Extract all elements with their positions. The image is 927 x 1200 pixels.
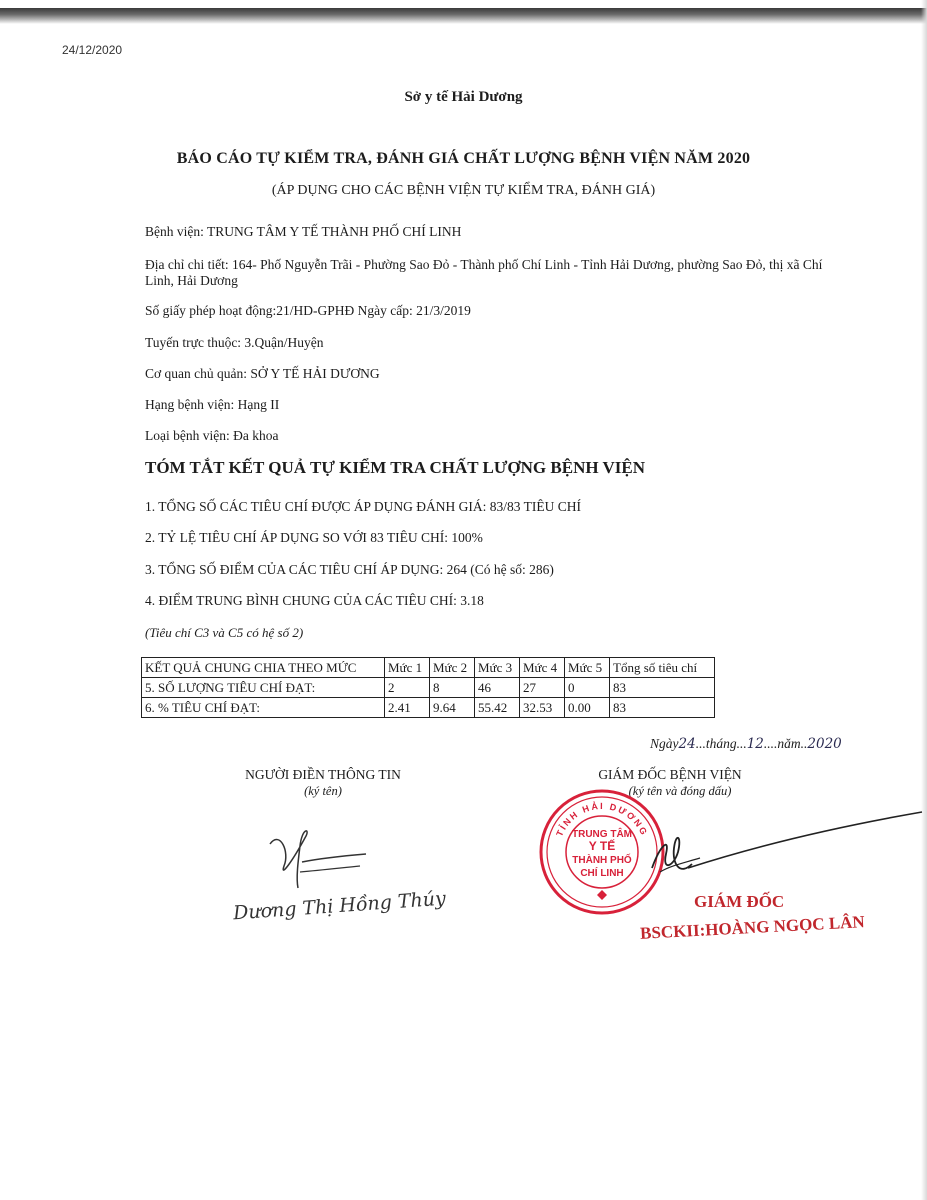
scan-right-edge — [921, 0, 927, 1200]
results-table — [141, 657, 715, 718]
filler-role-note: (ký tên) — [304, 784, 342, 798]
hospital-type: Loại bệnh viện: Đa khoa — [145, 428, 279, 443]
director-role: GIÁM ĐỐC BỆNH VIỆN — [598, 767, 742, 782]
table-header-cell: Tổng số tiêu chí — [610, 658, 715, 678]
table-row — [142, 698, 715, 718]
table-header-cell: Mức 2 — [430, 658, 475, 678]
table-cell: 2.41 — [385, 698, 430, 718]
print-date: 24/12/2020 — [62, 43, 123, 57]
date-month: 12 — [746, 736, 764, 752]
seal-line: Y TẾ — [588, 839, 616, 853]
table-header-row — [142, 658, 715, 678]
report-subtitle: (ÁP DỤNG CHO CÁC BỆNH VIỆN TỰ KIỂM TRA, ĐÁNH GIÁ) — [271, 183, 656, 198]
hospital-name: Bệnh viện: TRUNG TÂM Y TẾ THÀNH PHỐ CHÍ LINH — [145, 224, 462, 239]
coefficient-note: (Tiêu chí C3 và C5 có hệ số 2) — [145, 625, 304, 640]
filler-signature-scribble — [262, 822, 372, 892]
table-cell: 5. SỐ LƯỢNG TIÊU CHÍ ĐẠT: — [142, 678, 385, 698]
seal-line: THÀNH PHỐ — [572, 855, 632, 866]
operating-license: Số giấy phép hoạt động:21/HD-GPHĐ Ngày cấp: 21/3/2019 — [145, 303, 471, 318]
director-role-note: (ký tên và đóng dấu) — [628, 784, 732, 798]
hospital-address: Địa chỉ chi tiết: 164- Phố Nguyễn Trãi - Phường Sao Đỏ - Thành phố Chí Linh - Tỉnh Hải Dương, phường Sao Đỏ, thị xã Chí Linh, Hải Dương — [145, 257, 823, 288]
summary-heading: TÓM TẮT KẾT QUẢ TỰ KIỂM TRA CHẤT LƯỢNG BỆNH VIỆN — [145, 458, 646, 477]
summary-item: 1. TỔNG SỐ CÁC TIÊU CHÍ ĐƯỢC ÁP DỤNG ĐÁNH GIÁ: 83/83 TIÊU CHÍ — [145, 499, 581, 514]
signing-date — [650, 736, 842, 752]
date-year-label: ....năm.. — [763, 736, 808, 751]
table-header-cell: Mức 3 — [475, 658, 520, 678]
table-cell: 2 — [385, 678, 430, 698]
seal-ring-text: TỈNH HẢI DƯƠNG — [554, 800, 650, 839]
table-cell: 0.00 — [565, 698, 610, 718]
managing-agency: Cơ quan chủ quản: SỞ Y TẾ HẢI DƯƠNG — [145, 366, 380, 381]
scan-top-edge — [0, 8, 927, 24]
director-name: BSCKII:HOÀNG NGỌC LÂN — [639, 912, 866, 943]
filler-signed-name: Dương Thị Hồng Thúy — [232, 887, 447, 925]
table-cell: 0 — [565, 678, 610, 698]
table-cell: 32.53 — [520, 698, 565, 718]
table-cell: 55.42 — [475, 698, 520, 718]
date-year: 2020 — [807, 736, 842, 752]
filler-role: NGƯỜI ĐIỀN THÔNG TIN — [245, 767, 401, 782]
hospital-level: Tuyến trực thuộc: 3.Quận/Huyện — [145, 335, 324, 350]
summary-item: 2. TỶ LỆ TIÊU CHÍ ÁP DỤNG SO VỚI 83 TIÊU CHÍ: 100% — [145, 530, 483, 545]
table-header-cell: Mức 1 — [385, 658, 430, 678]
table-cell: 27 — [520, 678, 565, 698]
seal-line: TRUNG TÂM — [572, 829, 632, 840]
summary-item: 3. TỔNG SỐ ĐIỂM CỦA CÁC TIÊU CHÍ ÁP DỤNG: 264 (Có hệ số: 286) — [145, 562, 554, 577]
hospital-rank: Hạng bệnh viện: Hạng II — [145, 397, 280, 412]
table-row — [142, 678, 715, 698]
table-cell: 46 — [475, 678, 520, 698]
summary-item: 4. ĐIỂM TRUNG BÌNH CHUNG CỦA CÁC TIÊU CHÍ: 3.18 — [145, 593, 484, 608]
table-header-cell: Mức 5 — [565, 658, 610, 678]
department-name: Sở y tế Hải Dương — [404, 89, 523, 105]
table-cell: 83 — [610, 678, 715, 698]
table-header-cell: Mức 4 — [520, 658, 565, 678]
seal-line: CHÍ LINH — [580, 868, 624, 879]
table-cell: 9.64 — [430, 698, 475, 718]
date-day: 24 — [678, 736, 696, 752]
director-signature-scribble — [640, 806, 925, 891]
director-title: GIÁM ĐỐC — [694, 892, 785, 911]
report-title: BÁO CÁO TỰ KIỂM TRA, ĐÁNH GIÁ CHẤT LƯỢNG BỆNH VIỆN NĂM 2020 — [176, 150, 751, 167]
date-month-label: ...tháng... — [695, 736, 747, 751]
table-cell: 6. % TIÊU CHÍ ĐẠT: — [142, 698, 385, 718]
table-cell: 8 — [430, 678, 475, 698]
table-header-cell: KẾT QUẢ CHUNG CHIA THEO MỨC — [142, 658, 385, 678]
table-cell: 83 — [610, 698, 715, 718]
date-prefix: Ngày — [650, 736, 679, 751]
